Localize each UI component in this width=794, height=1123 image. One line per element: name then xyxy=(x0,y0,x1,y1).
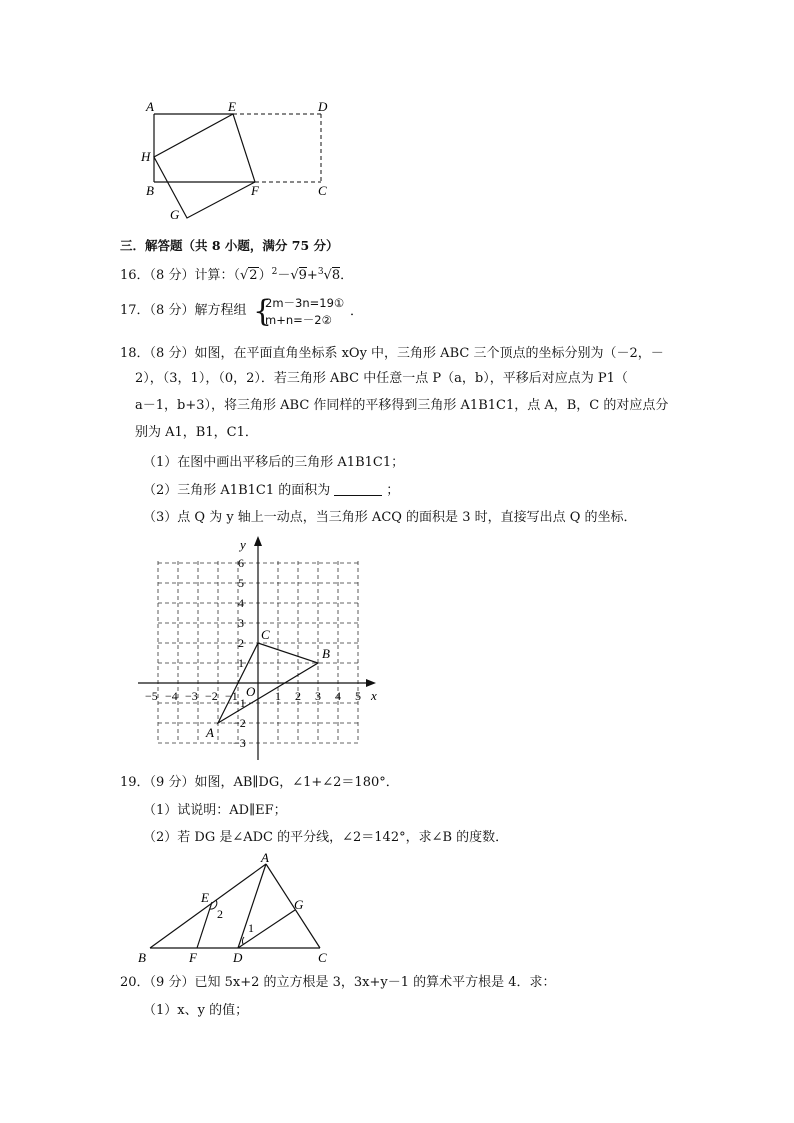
y-tick: 5 xyxy=(238,576,244,590)
y-axis-arrow xyxy=(254,536,262,546)
q18-sub-3: （3）点 Q 为 y 轴上一动点，当三角形 ACQ 的面积是 3 时，直接写出点 Q 的坐标． xyxy=(143,510,637,525)
y-axis-label: y xyxy=(240,537,246,552)
x-tick: −5 xyxy=(145,689,158,703)
q19-number: 19． xyxy=(120,775,150,790)
fig19-label-B: B xyxy=(138,950,146,965)
q18-sub-2 xyxy=(143,481,399,501)
q19-sub-1: （1）试说明：AD∥EF； xyxy=(143,803,287,818)
x-tick: −3 xyxy=(185,689,198,703)
q17-number: 17． xyxy=(120,303,150,318)
q20-number: 20． xyxy=(120,975,150,990)
triangle-figure xyxy=(130,850,340,970)
point-C-label: C xyxy=(261,627,270,642)
angle-1-arc xyxy=(242,937,244,944)
rectangle-figure xyxy=(130,95,360,225)
q16-radicand-2: 2 xyxy=(249,268,258,283)
x-tick: 4 xyxy=(335,689,341,703)
q18-score: （8 分） xyxy=(149,346,195,361)
question-16: 16．（8 分）计算：$(√2)^2-√9+^3√8$． xyxy=(120,267,354,283)
label-G: G xyxy=(170,207,180,222)
fig19-label-D: D xyxy=(233,950,243,965)
fig19-label-F: F xyxy=(189,950,197,965)
q18-text-1: 如图，在平面直角坐标系 xOy 中，三角形 ABC 三个顶点的坐标分别为（－2，－ xyxy=(194,346,664,361)
y-tick: −2 xyxy=(233,716,246,730)
origin-label: O xyxy=(246,684,256,699)
x-tick: 3 xyxy=(315,689,321,703)
y-tick: −1 xyxy=(233,696,246,710)
label-D: D xyxy=(318,99,328,114)
x-tick: 5 xyxy=(355,689,361,703)
label-H: H xyxy=(141,149,151,164)
fig19-label-A: A xyxy=(261,850,269,865)
section-heading: 三．解答题（共 8 小题，满分 75 分） xyxy=(120,238,339,253)
question-17 xyxy=(120,301,246,321)
folded-quadrilateral xyxy=(154,114,255,218)
q18-line-3: a－1，b+3），将三角形 ABC 作同样的平移得到三角形 A1B1C1，点 A，B，C 的对应点分 xyxy=(135,398,669,413)
q16-number: 16． xyxy=(120,268,150,283)
label-A: A xyxy=(146,99,154,114)
q17-text: 解方程组 xyxy=(194,303,247,318)
segment-DG xyxy=(238,910,295,948)
coordinate-grid xyxy=(130,532,390,764)
segment-BA xyxy=(150,864,266,948)
fig19-label-2: 2 xyxy=(217,907,223,921)
q19-score: （9 分） xyxy=(149,775,195,790)
x-tick: −2 xyxy=(205,689,218,703)
q18-sub-2-text: （2）三角形 A1B1C1 的面积为 xyxy=(143,483,331,498)
q16-radicand-8: 8 xyxy=(331,268,341,283)
q16-exponent: 2 xyxy=(271,267,278,277)
q17-equation-2: m+n=－2② xyxy=(265,313,332,327)
segment-AD xyxy=(238,864,266,948)
label-E: E xyxy=(228,99,236,114)
y-tick: 6 xyxy=(238,556,244,570)
answer-blank[interactable] xyxy=(334,483,382,496)
q16-radicand-9: 9 xyxy=(298,268,307,283)
y-tick: 3 xyxy=(238,616,244,630)
q19-sub-2: （2）若 DG 是∠ADC 的平分线，∠2＝142°，求∠B 的度数． xyxy=(143,830,509,845)
x-tick: 1 xyxy=(275,689,281,703)
q20-text: 已知 5x+2 的立方根是 3，3x+y－1 的算术平方根是 4．求： xyxy=(194,975,556,990)
q16-minus: － xyxy=(277,268,291,283)
x-axis-arrow xyxy=(366,679,376,687)
y-tick: 4 xyxy=(238,596,244,610)
q20-score: （9 分） xyxy=(149,975,195,990)
q20-sub-1: （1）x、y 的值； xyxy=(143,1003,249,1018)
q18-number: 18． xyxy=(120,346,150,361)
fig19-label-E: E xyxy=(201,890,209,905)
x-tick: 2 xyxy=(295,689,301,703)
point-A-label: A xyxy=(206,725,214,740)
x-tick: −1 xyxy=(225,689,238,703)
q18-sub-1: （1）在图中画出平移后的三角形 A1B1C1； xyxy=(143,455,405,470)
question-19 xyxy=(120,773,399,793)
point-B-label: B xyxy=(322,646,330,661)
q17-brace: { xyxy=(253,294,273,329)
segment-AC xyxy=(266,864,320,948)
q19-text: 如图，AB∥DG，∠1+∠2＝180°． xyxy=(194,775,399,790)
q18-line-1 xyxy=(120,344,664,364)
question-20 xyxy=(120,973,556,993)
q16-text: 计算： xyxy=(194,268,234,283)
q18-line-4: 别为 A1，B1，C1． xyxy=(135,425,258,440)
q17-equation-1: 2m－3n=19① xyxy=(265,296,345,310)
label-C: C xyxy=(318,183,327,198)
x-tick: −4 xyxy=(165,689,178,703)
q17-score: （8 分） xyxy=(149,303,195,318)
x-axis-label: x xyxy=(371,688,377,703)
fig19-label-C: C xyxy=(318,950,327,965)
label-F: F xyxy=(251,183,259,198)
q16-cube-index: 3 xyxy=(317,267,324,277)
q18-line-2: 2），（3，1），（0，2）．若三角形 ABC 中任意一点 P（a，b），平移后对应点为 P1（ xyxy=(135,371,628,386)
q18-sub-2-end: ； xyxy=(386,483,400,498)
q17-end: ． xyxy=(350,304,364,319)
fig19-label-G: G xyxy=(294,897,304,912)
y-tick: 1 xyxy=(238,656,244,670)
label-B: B xyxy=(146,183,154,198)
q16-score: （8 分） xyxy=(149,268,195,283)
y-tick: −3 xyxy=(233,736,246,750)
q16-end: ． xyxy=(340,268,354,283)
y-tick: 2 xyxy=(238,636,244,650)
q16-plus: + xyxy=(306,268,318,283)
fig19-label-1: 1 xyxy=(248,921,254,935)
